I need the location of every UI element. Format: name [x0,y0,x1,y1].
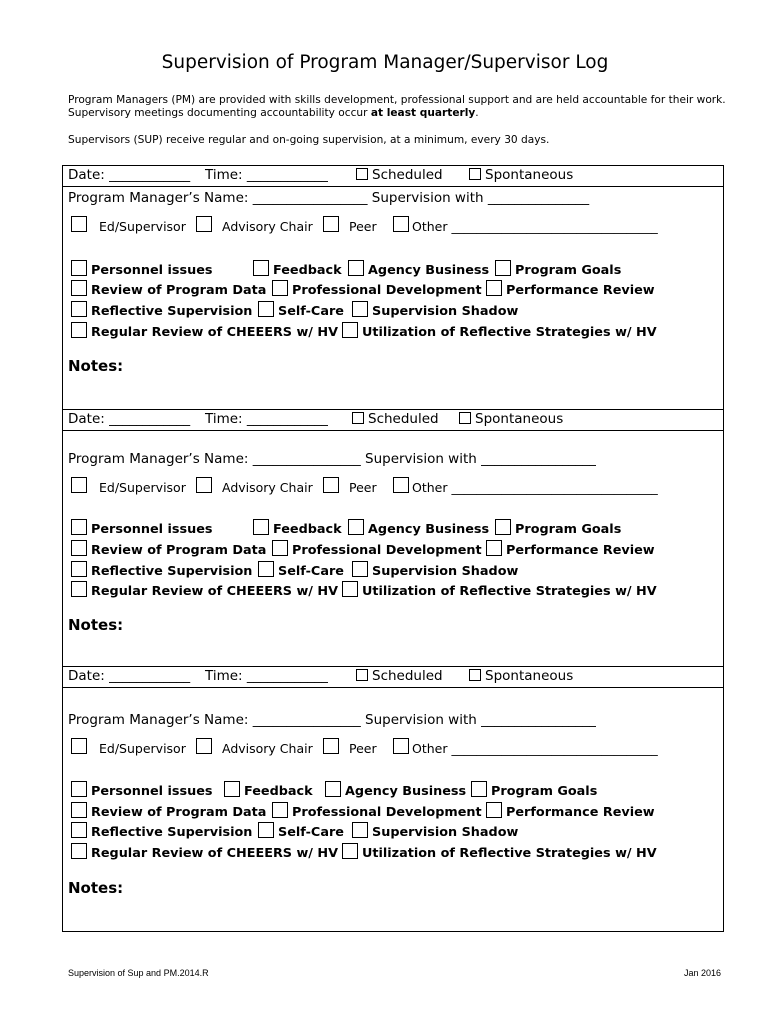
regular-review-checkbox[interactable] [71,581,87,597]
pm-name-line[interactable]: Program Manager’s Name: ________________ Supervision with _________________ [68,451,596,467]
regular-review-checkbox[interactable] [71,843,87,859]
peer-label: Peer [349,741,377,756]
regular-review-checkbox[interactable] [71,322,87,338]
agency-business-checkbox[interactable] [325,781,341,797]
ed-supervisor-label: Ed/Supervisor [99,741,186,756]
self-care-checkbox[interactable] [258,822,274,838]
advisory-chair-label: Advisory Chair [222,480,313,495]
supervision-shadow-label: Supervision Shadow [372,304,519,319]
peer-label: Peer [349,219,377,234]
professional-development-checkbox[interactable] [272,540,288,556]
professional-development-label: Professional Development [292,805,482,820]
date-time-row [63,667,723,688]
performance-review-label: Performance Review [506,543,655,558]
performance-review-label: Performance Review [506,805,655,820]
pm-name-line[interactable]: Program Manager’s Name: _________________ Supervision with _______________ [68,190,590,206]
advisory-chair-checkbox[interactable] [196,216,212,232]
date-field[interactable]: Date: ____________ [68,167,191,183]
log-entry-2 [62,409,724,667]
spontaneous-checkbox[interactable] [469,168,481,180]
ed-supervisor-checkbox[interactable] [71,738,87,754]
pm-name-line[interactable]: Program Manager’s Name: ________________ Supervision with _________________ [68,712,596,728]
performance-review-label: Performance Review [506,283,655,298]
peer-checkbox[interactable] [323,477,339,493]
professional-development-checkbox[interactable] [272,802,288,818]
peer-label: Peer [349,480,377,495]
personnel-issues-label: Personnel issues [91,522,213,537]
ed-supervisor-checkbox[interactable] [71,477,87,493]
program-goals-checkbox[interactable] [495,519,511,535]
self-care-label: Self-Care [278,825,344,840]
regular-review-label: Regular Review of CHEEERS w/ HV [91,584,339,599]
reflective-supervision-label: Reflective Supervision [91,825,253,840]
ed-supervisor-label: Ed/Supervisor [99,219,186,234]
utilization-checkbox[interactable] [342,322,358,338]
reflective-supervision-label: Reflective Supervision [91,304,253,319]
utilization-checkbox[interactable] [342,843,358,859]
feedback-checkbox[interactable] [253,519,269,535]
performance-review-checkbox[interactable] [486,540,502,556]
time-field[interactable]: Time: ____________ [205,668,328,684]
spontaneous-option[interactable]: Spontaneous [459,410,563,429]
utilization-label: Utilization of Reflective Strategies w/ HV [362,846,657,861]
reflective-supervision-label: Reflective Supervision [91,564,253,579]
other-field[interactable]: Other _________________________________ [412,741,658,756]
advisory-chair-checkbox[interactable] [196,477,212,493]
other-checkbox[interactable] [393,738,409,754]
other-checkbox[interactable] [393,477,409,493]
spontaneous-checkbox[interactable] [469,669,481,681]
agency-business-label: Agency Business [368,522,490,537]
review-program-data-checkbox[interactable] [71,802,87,818]
spontaneous-option[interactable]: Spontaneous [469,667,573,686]
peer-checkbox[interactable] [323,216,339,232]
reflective-supervision-checkbox[interactable] [71,822,87,838]
notes-label: Notes: [68,879,124,897]
log-entry-3 [62,666,724,932]
supervision-shadow-checkbox[interactable] [352,301,368,317]
self-care-checkbox[interactable] [258,561,274,577]
personnel-issues-checkbox[interactable] [71,519,87,535]
ed-supervisor-label: Ed/Supervisor [99,480,186,495]
date-time-row [63,410,723,431]
spontaneous-checkbox[interactable] [459,412,471,424]
regular-review-label: Regular Review of CHEEERS w/ HV [91,846,339,861]
page-title: Supervision of Program Manager/Supervisor Log [161,52,609,73]
log-entry-1 [62,165,724,410]
supervision-shadow-label: Supervision Shadow [372,564,519,579]
supervision-shadow-checkbox[interactable] [352,561,368,577]
time-field[interactable]: Time: ____________ [205,167,328,183]
scheduled-option[interactable]: Scheduled [356,166,443,185]
agency-business-checkbox[interactable] [348,519,364,535]
agency-business-label: Agency Business [345,784,467,799]
feedback-label: Feedback [244,784,313,799]
utilization-checkbox[interactable] [342,581,358,597]
professional-development-label: Professional Development [292,283,482,298]
intro-paragraph-sup: Supervisors (SUP) receive regular and on-going supervision, at a minimum, every 30 days. [68,134,550,146]
advisory-chair-label: Advisory Chair [222,219,313,234]
scheduled-checkbox[interactable] [356,669,368,681]
personnel-issues-checkbox[interactable] [71,260,87,276]
scheduled-checkbox[interactable] [356,168,368,180]
supervision-shadow-label: Supervision Shadow [372,825,519,840]
notes-label: Notes: [68,616,124,634]
spontaneous-option[interactable]: Spontaneous [469,166,573,185]
feedback-checkbox[interactable] [224,781,240,797]
advisory-chair-label: Advisory Chair [222,741,313,756]
self-care-label: Self-Care [278,304,344,319]
personnel-issues-label: Personnel issues [91,263,213,278]
date-field[interactable]: Date: ____________ [68,411,191,427]
review-program-data-label: Review of Program Data [91,805,267,820]
review-program-data-label: Review of Program Data [91,283,267,298]
ed-supervisor-checkbox[interactable] [71,216,87,232]
self-care-label: Self-Care [278,564,344,579]
professional-development-checkbox[interactable] [272,280,288,296]
feedback-label: Feedback [273,522,342,537]
peer-checkbox[interactable] [323,738,339,754]
program-goals-checkbox[interactable] [495,260,511,276]
performance-review-checkbox[interactable] [486,280,502,296]
other-checkbox[interactable] [393,216,409,232]
utilization-label: Utilization of Reflective Strategies w/ HV [362,325,657,340]
program-goals-checkbox[interactable] [471,781,487,797]
self-care-checkbox[interactable] [258,301,274,317]
notes-label: Notes: [68,357,124,375]
reflective-supervision-checkbox[interactable] [71,301,87,317]
intro-paragraph-pm: Program Managers (PM) are provided with skills development, professional support and are held accountable for their work. Supervisory meetings documenting accountability occur at least quarterly. [68,94,726,119]
time-field[interactable]: Time: ____________ [205,411,328,427]
program-goals-label: Program Goals [515,522,622,537]
review-program-data-checkbox[interactable] [71,280,87,296]
personnel-issues-checkbox[interactable] [71,781,87,797]
professional-development-label: Professional Development [292,543,482,558]
advisory-chair-checkbox[interactable] [196,738,212,754]
other-field[interactable]: Other _________________________________ [412,219,658,234]
date-time-row [63,166,723,187]
supervision-shadow-checkbox[interactable] [352,822,368,838]
personnel-issues-label: Personnel issues [91,784,213,799]
footer-document-id: Supervision of Sup and PM.2014.R [68,968,209,978]
footer-date: Jan 2016 [684,968,722,978]
feedback-label: Feedback [273,263,342,278]
program-goals-label: Program Goals [515,263,622,278]
utilization-label: Utilization of Reflective Strategies w/ HV [362,584,657,599]
scheduled-checkbox[interactable] [352,412,364,424]
scheduled-option[interactable]: Scheduled [352,410,439,429]
date-field[interactable]: Date: ____________ [68,668,191,684]
other-field[interactable]: Other _________________________________ [412,480,658,495]
regular-review-label: Regular Review of CHEEERS w/ HV [91,325,339,340]
reflective-supervision-checkbox[interactable] [71,561,87,577]
review-program-data-label: Review of Program Data [91,543,267,558]
scheduled-option[interactable]: Scheduled [356,667,443,686]
agency-business-label: Agency Business [368,263,490,278]
review-program-data-checkbox[interactable] [71,540,87,556]
agency-business-checkbox[interactable] [348,260,364,276]
program-goals-label: Program Goals [491,784,598,799]
feedback-checkbox[interactable] [253,260,269,276]
performance-review-checkbox[interactable] [486,802,502,818]
